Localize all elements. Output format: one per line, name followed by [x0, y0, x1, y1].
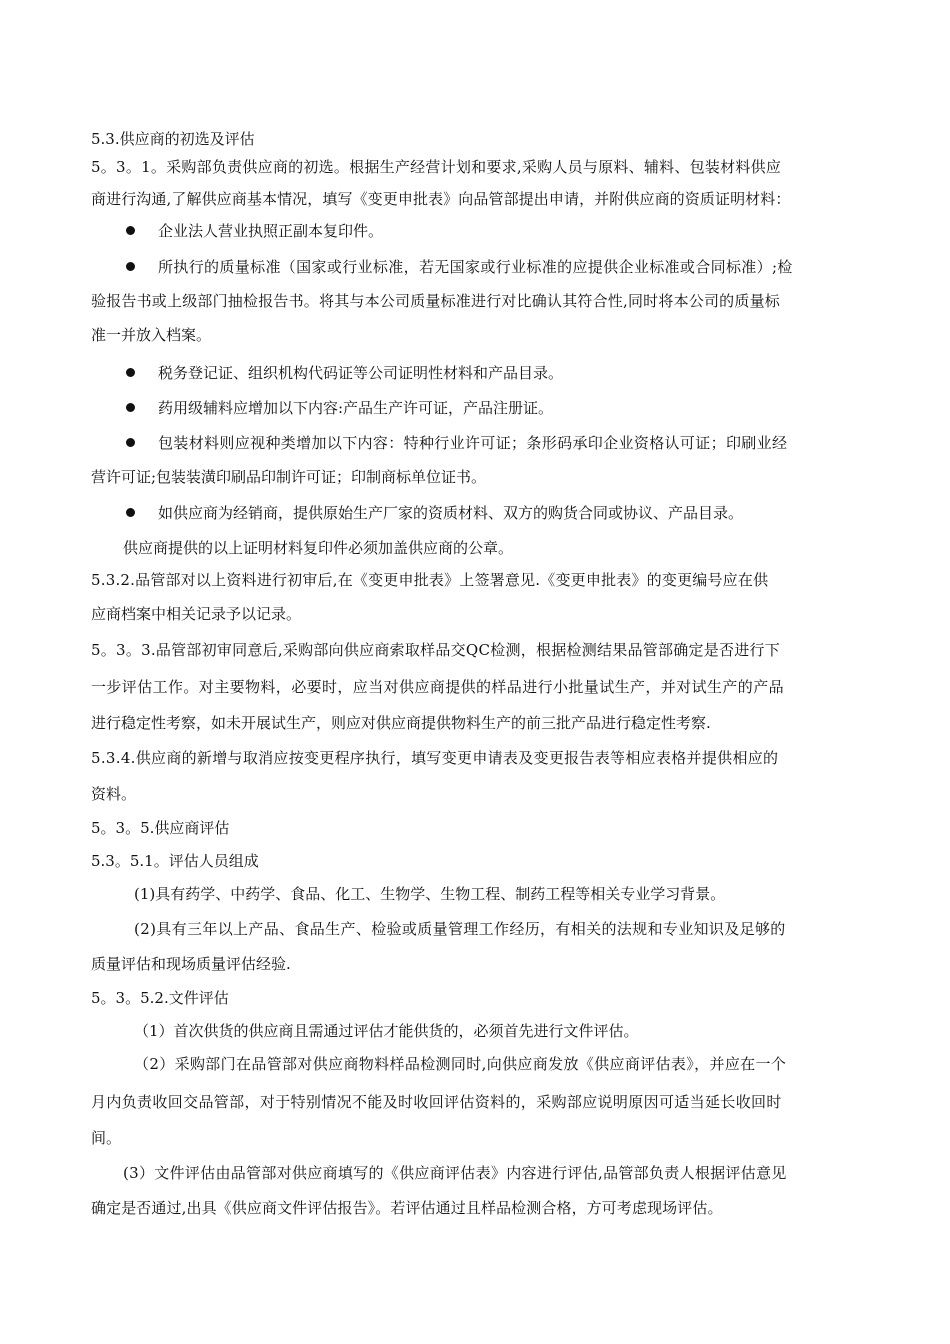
- paragraph-line: 供应商提供的以上证明材料复印件必须加盖供应商的公章。: [123, 539, 514, 557]
- paragraph-line: 质量评估和现场质量评估经验.: [91, 955, 291, 973]
- paragraph-line: 5.3.2.品管部对以上资料进行初审后,在《变更申批表》上签署意见.《变更申批表》的变更编号应在供: [91, 571, 769, 589]
- paragraph-line: 应商档案中相关记录予以记录。: [91, 605, 302, 623]
- paragraph-line: (1)具有药学、中药学、食品、化工、生物学、生物工程、制药工程等相关专业学习背景。: [134, 885, 726, 903]
- paragraph-line: 间。: [91, 1129, 122, 1147]
- section-heading: 5。3。5.2.文件评估: [91, 989, 229, 1007]
- bullet-icon: [126, 262, 135, 271]
- bullet-icon: [126, 226, 135, 235]
- paragraph-line: 月内负责收回交品管部，对于特别情况不能及时收回评估资料的，采购部应说明原因可适当延长收回时: [91, 1093, 782, 1111]
- paragraph-line: （2）采购部门在品管部对供应商物料样品检测同时,向供应商发放《供应商评估表》，并应在一个: [134, 1055, 787, 1073]
- paragraph-line: 5。3。1。采购部负责供应商的初选。根据生产经营计划和要求,采购人员与原料、辅料、包装材料供应: [91, 158, 782, 176]
- paragraph-line: 验报告书或上级部门抽检报告书。将其与本公司质量标准进行对比确认其符合性,同时将本公司的质量标: [91, 292, 780, 310]
- paragraph-line: 营许可证;包装装潢印刷品印制许可证；印制商标单位证书。: [91, 468, 487, 486]
- paragraph-line: 确定是否通过,出具《供应商文件评估报告》。若评估通过且样品检测合格，方可考虑现场评估。: [91, 1199, 723, 1217]
- paragraph-line: 进行稳定性考察，如未开展试生产，则应对供应商提供物料生产的前三批产品进行稳定性考察.: [91, 714, 711, 732]
- paragraph-line: (3）文件评估由品管部对供应商填写的《供应商评估表》内容进行评估,品管部负责人根据评估意见: [123, 1164, 787, 1182]
- bullet-item: 税务登记证、组织机构代码证等公司证明性材料和产品目录。: [158, 364, 564, 382]
- bullet-icon: [126, 403, 135, 412]
- bullet-icon: [126, 438, 135, 447]
- paragraph-line: 5.3.4.供应商的新增与取消应按变更程序执行，填写变更申请表及变更报告表等相应表格并提供相应的: [91, 749, 779, 767]
- paragraph-line: 5。3。3.品管部初审同意后,采购部向供应商索取样品交QC检测，根据检测结果品管部确定是否进行下: [91, 641, 780, 659]
- paragraph-line: 一步评估工作。对主要物料，必要时，应当对供应商提供的样品进行小批量试生产，并对试生产的产品: [91, 678, 785, 696]
- bullet-item: 如供应商为经销商，提供原始生产厂家的资质材料、双方的购货合同或协议、产品目录。: [158, 504, 744, 522]
- bullet-item: 包装材料则应视种类增加以下内容：特种行业许可证；条形码承印企业资格认可证；印刷业经: [158, 434, 788, 452]
- paragraph-line: 商进行沟通,了解供应商基本情况，填写《变更申批表》向品管部提出申请，并附供应商的资质证明材料：: [91, 190, 791, 208]
- bullet-item: 所执行的质量标准（国家或行业标准，若无国家或行业标准的应提供企业标准或合同标准）;检: [158, 258, 793, 276]
- section-heading: 5。3。5.供应商评估: [91, 819, 230, 837]
- paragraph-line: (2)具有三年以上产品、食品生产、检验或质量管理工作经历，有相关的法规和专业知识及足够的: [134, 920, 786, 938]
- bullet-item: 企业法人营业执照正副本复印件。: [158, 222, 384, 240]
- section-heading: 5.3.供应商的初选及评估: [91, 130, 255, 148]
- bullet-icon: [126, 368, 135, 377]
- paragraph-line: 资料。: [91, 785, 137, 803]
- paragraph-line: 准一并放入档案。: [91, 326, 212, 344]
- section-heading: 5.3。5.1。评估人员组成: [91, 852, 259, 870]
- paragraph-line: （1）首次供货的供应商且需通过评估才能供货的，必须首先进行文件评估。: [134, 1022, 639, 1040]
- bullet-icon: [126, 508, 135, 517]
- bullet-item: 药用级辅料应增加以下内容:产品生产许可证，产品注册证。: [158, 399, 554, 417]
